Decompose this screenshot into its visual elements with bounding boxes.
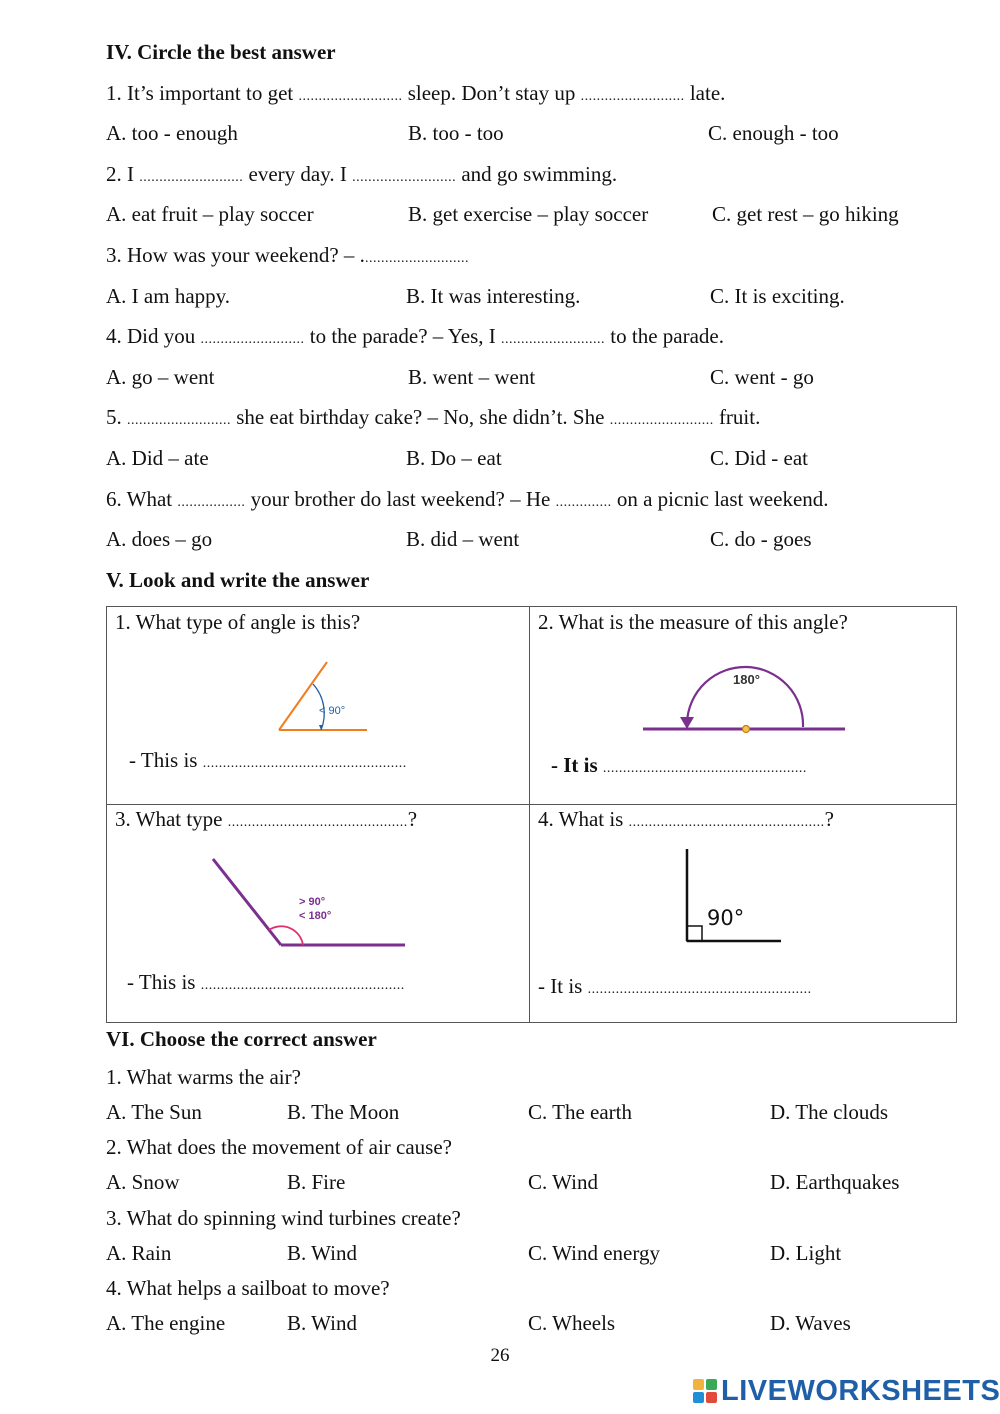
cell-2-question: 2. What is the measure of this angle? [538, 610, 848, 634]
angle-label: 180° [733, 672, 760, 687]
option-b[interactable]: B. Wind [287, 1311, 357, 1335]
option-b[interactable]: B. It was interesting. [406, 284, 581, 308]
right-angle-figure [681, 847, 791, 947]
angle-label: < 90° [319, 705, 346, 717]
question-4-3 [106, 242, 469, 272]
answer-blank[interactable]: .......................... [352, 170, 457, 185]
answer-blank[interactable]: .......................... [609, 413, 714, 428]
option-c[interactable]: C. Did - eat [710, 446, 808, 470]
answer-prefix: - This is [127, 970, 201, 994]
option-c[interactable]: C. It is exciting. [710, 284, 845, 308]
option-b[interactable]: B. did – went [406, 527, 520, 551]
q-text: late. [684, 81, 726, 105]
liveworksheets-logo-icon [692, 1378, 718, 1404]
q-text: and go swimming. [456, 162, 618, 186]
q-text: to the parade? – Yes, I [304, 324, 502, 348]
question-6-2: 2. What does the movement of air cause? [106, 1135, 452, 1159]
option-a[interactable]: A. Snow [106, 1170, 180, 1194]
arrowhead-icon [680, 717, 694, 729]
option-c[interactable]: C. enough - too [708, 121, 839, 145]
answer-blank[interactable]: ................. [177, 495, 246, 510]
page-number: 26 [490, 1345, 510, 1366]
answer-blank[interactable]: .......................... [127, 413, 231, 428]
section-5-title: V. Look and write the answer [106, 568, 370, 592]
table-divider [107, 804, 956, 805]
option-a[interactable]: A. too - enough [106, 121, 238, 145]
option-c[interactable]: C. get rest – go hiking [712, 202, 899, 226]
cell-4-question [538, 806, 834, 836]
question-6-4: 4. What helps a sailboat to move? [106, 1276, 390, 1300]
q-text: your brother do last weekend? – He [245, 487, 556, 511]
q-text: 4. Did you [106, 324, 201, 348]
option-d[interactable]: D. Waves [770, 1311, 851, 1335]
option-a[interactable]: A. eat fruit – play soccer [106, 202, 314, 226]
answer-blank[interactable]: ............................................. [227, 815, 408, 830]
q-text: ? [407, 807, 418, 831]
q-text: every day. I [243, 162, 353, 186]
angle-label: > 90° [299, 896, 326, 908]
question-6-3: 3. What do spinning wind turbines create? [106, 1206, 461, 1230]
q-text: 2. I [106, 162, 140, 186]
angle-ray [279, 662, 327, 730]
answer-blank[interactable]: .......................... [298, 89, 403, 104]
option-c[interactable]: C. Wheels [528, 1311, 616, 1335]
answer-blank[interactable]: ................................................. [628, 815, 825, 830]
answer-blank[interactable]: ................................................... [602, 761, 807, 776]
question-4-6 [106, 486, 829, 516]
acute-angle-figure [275, 657, 375, 737]
cell-1-answer [129, 747, 407, 777]
option-a[interactable]: A. go – went [106, 365, 215, 389]
option-d[interactable]: D. The clouds [770, 1100, 889, 1124]
option-c[interactable]: C. Wind [528, 1170, 598, 1194]
question-4-4 [106, 323, 724, 353]
option-c[interactable]: C. went - go [710, 365, 814, 389]
brand-name: LIVEWORKSHEETS [721, 1374, 1000, 1407]
q-text: 6. What [106, 487, 178, 511]
right-angle-mark [687, 926, 702, 941]
option-b[interactable]: B. went – went [408, 365, 536, 389]
section-6-title: VI. Choose the correct answer [106, 1027, 377, 1051]
cell-3-question [115, 806, 417, 836]
answer-prefix: - This is [129, 748, 203, 772]
option-c[interactable]: C. The earth [528, 1100, 632, 1124]
option-b[interactable]: B. Fire [287, 1170, 346, 1194]
angle-label: < 180° [299, 910, 332, 922]
option-d[interactable]: D. Light [770, 1241, 842, 1265]
option-b[interactable]: B. too - too [408, 121, 504, 145]
straight-angle-figure [637, 659, 857, 739]
q-text: 3. What type [115, 807, 228, 831]
question-6-1: 1. What warms the air? [106, 1065, 301, 1089]
angle-ray [213, 859, 281, 945]
q-text: ? [824, 807, 834, 831]
answer-blank[interactable]: .............. [555, 495, 612, 510]
cell-2-answer [551, 752, 807, 782]
q-text: 5. [106, 405, 127, 429]
option-a[interactable]: A. Did – ate [106, 446, 209, 470]
option-a[interactable]: A. I am happy. [106, 284, 231, 308]
option-c[interactable]: C. Wind energy [528, 1241, 660, 1265]
q-text: to the parade. [605, 324, 724, 348]
answer-blank[interactable]: .......................... [139, 170, 244, 185]
option-a[interactable]: A. The engine [106, 1311, 226, 1335]
option-a[interactable]: A. does – go [106, 527, 213, 551]
answer-blank[interactable]: ........................................................ [587, 982, 812, 997]
option-a[interactable]: A. Rain [106, 1241, 172, 1265]
option-b[interactable]: B. The Moon [287, 1100, 400, 1124]
question-4-1 [106, 80, 725, 110]
section-4-title: IV. Circle the best answer [106, 40, 336, 64]
question-4-2 [106, 161, 617, 191]
option-b[interactable]: B. Do – eat [406, 446, 502, 470]
answer-blank[interactable]: .......................... [364, 251, 469, 266]
q-text: on a picnic last weekend. [611, 487, 829, 511]
answer-prefix: - It is [551, 753, 603, 777]
answer-blank[interactable]: .......................... [501, 332, 606, 347]
option-d[interactable]: D. Earthquakes [770, 1170, 900, 1194]
q-text: 4. What is [538, 807, 629, 831]
question-4-5 [106, 404, 760, 434]
table-divider [529, 607, 530, 1022]
liveworksheets-brand[interactable] [692, 1374, 1000, 1408]
q-text: she eat birthday cake? – No, she didn’t. She [231, 405, 610, 429]
answer-blank[interactable]: .......................... [200, 332, 305, 347]
option-b[interactable]: B. Wind [287, 1241, 357, 1265]
option-c[interactable]: C. do - goes [710, 527, 812, 551]
angle-label: 90° [707, 906, 745, 930]
option-b[interactable]: B. get exercise – play soccer [408, 202, 649, 226]
q-text: 3. How was your weekend? – . [106, 243, 365, 267]
cell-3-answer [127, 969, 405, 999]
angle-table [106, 606, 957, 1023]
answer-prefix: - It is [538, 974, 588, 998]
answer-blank[interactable]: .......................... [580, 89, 685, 104]
answer-blank[interactable]: ................................................... [202, 756, 407, 771]
answer-blank[interactable]: ................................................... [200, 978, 405, 993]
q-text: 1. It’s important to get [106, 81, 299, 105]
q-text: fruit. [713, 405, 761, 429]
obtuse-angle-figure [207, 855, 407, 955]
q-text: sleep. Don’t stay up [402, 81, 581, 105]
option-a[interactable]: A. The Sun [106, 1100, 202, 1124]
vertex-dot [743, 726, 750, 733]
cell-4-answer [538, 973, 812, 1003]
cell-1-question: 1. What type of angle is this? [115, 610, 361, 634]
